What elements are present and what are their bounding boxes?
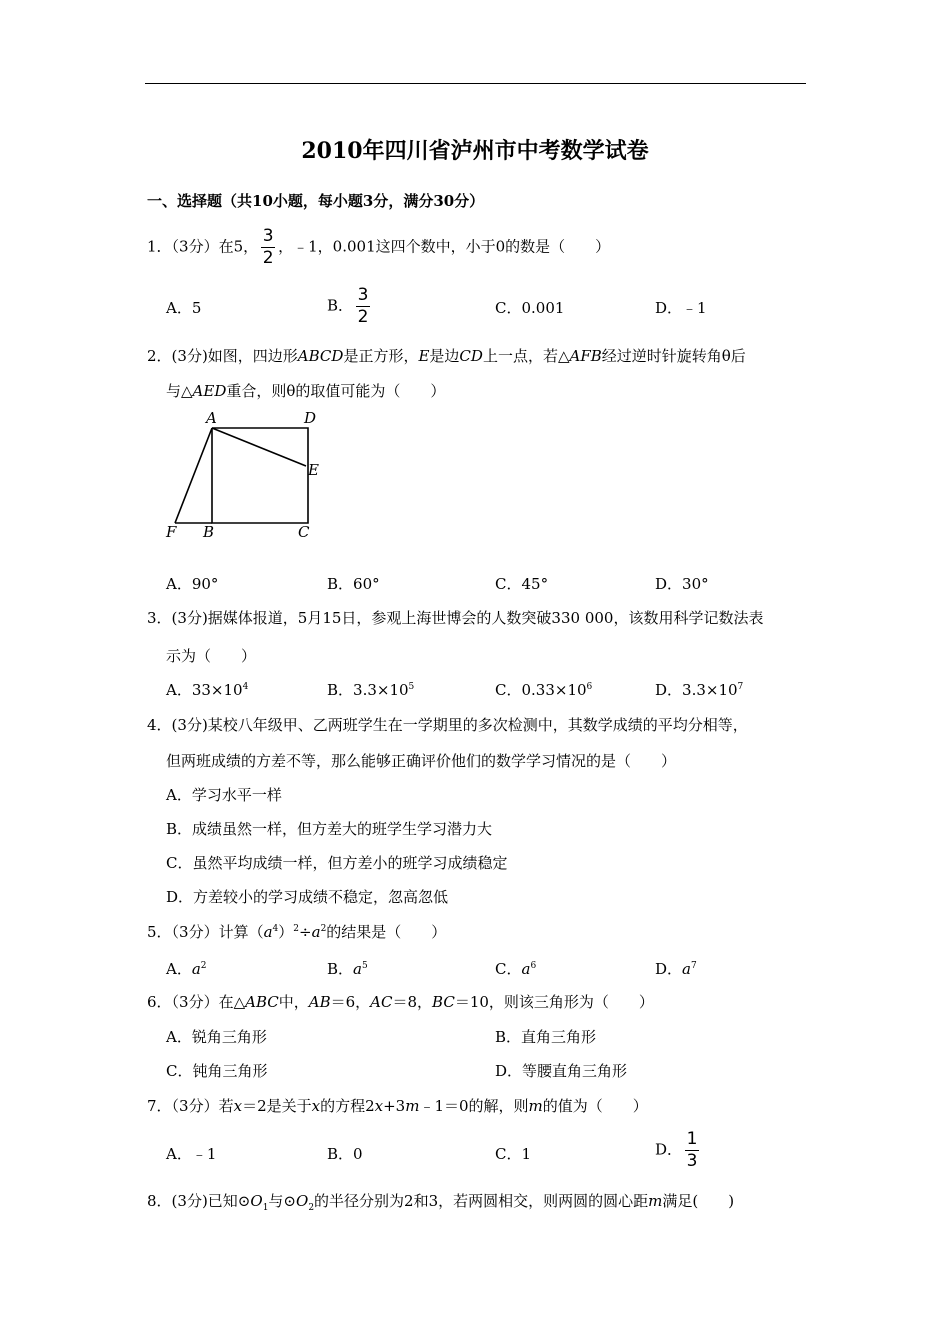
question-6-stem: 6．（3分）在△ABC中，AB＝6，AC＝8，BC＝10，则该三角形为（ ） <box>147 993 654 1011</box>
question-4-line-2: 但两班成绩的方差不等，那么能够正确评价他们的数学学习情况的是（ ） <box>166 752 677 770</box>
label-f: F <box>166 523 177 541</box>
question-2-option-b: B．60° <box>327 575 380 593</box>
square-figure <box>160 405 330 545</box>
question-3-option-a: A．$33\times 10^4$ <box>166 681 249 699</box>
page-title: 2010年四川省泸州市中考数学试卷 <box>301 138 649 164</box>
question-4-line-1: 4．(3分)某校八年级甲、乙两班学生在一学期里的多次检测中，其数学成绩的平均分相等， <box>147 716 748 734</box>
question-3-option-d: D．$3.3\times 10^7$ <box>655 681 744 699</box>
question-6-option-a: A．锐角三角形 <box>166 1028 267 1046</box>
question-8-stem: 8．(3分)已知$⊙O_1$与$⊙O_2$的半径分别为2和3，若两圆相交，则两圆的圆心距m满足( ) <box>147 1192 735 1213</box>
fraction: $\frac{3}{2}$ <box>357 285 369 327</box>
question-3-line-1: 3．(3分)据媒体报道，5月15日，参观上海世博会的人数突破330 000，该数用科学记数法表 <box>147 609 764 627</box>
segment-af <box>175 428 212 523</box>
question-1-option-d: D．﹣1 <box>655 299 707 317</box>
question-1-option-a: A．5 <box>166 299 202 317</box>
question-4-option-c: C．虽然平均成绩一样，但方差小的班学习成绩稳定 <box>166 854 508 872</box>
fraction: $\frac{3}{2}$ <box>262 226 274 268</box>
question-5-option-a: A．$a^2$ <box>166 960 207 978</box>
label-e: E <box>308 461 319 479</box>
question-7-option-c: C．1 <box>495 1145 532 1163</box>
question-2-line-1: 2．(3分)如图，四边形ABCD是正方形，E是边CD上一点，若△AFB经过逆时针旋转角θ后 <box>147 347 746 365</box>
question-1-stem: 1．（3分）在5， $\frac{3}{2}$ ，﹣1，0.001这四个数中，小于0的数是（ ） <box>147 226 611 268</box>
question-2-line-2: 与△AED重合，则θ的取值可能为（ ） <box>166 382 446 400</box>
question-4-option-d: D．方差较小的学习成绩不稳定，忽高忽低 <box>166 888 449 906</box>
header-rule <box>145 83 806 84</box>
question-3-line-2: 示为（ ） <box>166 647 257 665</box>
segment-ae <box>212 428 306 466</box>
question-5-option-d: D．$a^7$ <box>655 960 697 978</box>
section-heading: 一、选择题（共10小题，每小题3分，满分30分） <box>147 192 485 210</box>
question-4-option-b: B．成绩虽然一样，但方差大的班学生学习潜力大 <box>166 820 493 838</box>
question-5-option-b: B．$a^5$ <box>327 960 368 978</box>
fraction: $\frac{1}{3}$ <box>686 1129 698 1171</box>
figure-lines <box>175 428 308 523</box>
question-6-option-d: D．等腰直角三角形 <box>495 1062 628 1080</box>
label-a: A <box>206 409 217 427</box>
question-7-option-b: B．0 <box>327 1145 363 1163</box>
question-7-option-d: D． $\frac{1}{3}$ <box>655 1129 698 1171</box>
question-3-option-c: C．$0.33\times 10^6$ <box>495 681 593 699</box>
question-7-stem: 7．（3分）若x＝2是关于x的方程2x+3m﹣1＝0的解，则m的值为（ ） <box>147 1097 648 1115</box>
question-6-option-c: C．钝角三角形 <box>166 1062 268 1080</box>
question-1-option-b: B． $\frac{3}{2}$ <box>327 285 369 327</box>
question-2-option-c: C．45° <box>495 575 549 593</box>
question-5-stem: 5．（3分）计算$(a^4)^2\div a^2$的结果是（ ） <box>147 923 447 941</box>
question-2-option-d: D．30° <box>655 575 709 593</box>
question-7-option-a: A．﹣1 <box>166 1145 217 1163</box>
question-2-option-a: A．90° <box>166 575 219 593</box>
question-5-option-c: C．$a^6$ <box>495 960 537 978</box>
label-c: C <box>298 523 310 541</box>
label-d: D <box>304 409 317 427</box>
question-4-option-a: A．学习水平一样 <box>166 786 282 804</box>
question-6-option-b: B．直角三角形 <box>495 1028 597 1046</box>
question-1-option-c: C．0.001 <box>495 299 565 317</box>
question-3-option-b: B．$3.3\times 10^5$ <box>327 681 415 699</box>
label-b: B <box>203 523 215 541</box>
square-abcd <box>212 428 308 523</box>
